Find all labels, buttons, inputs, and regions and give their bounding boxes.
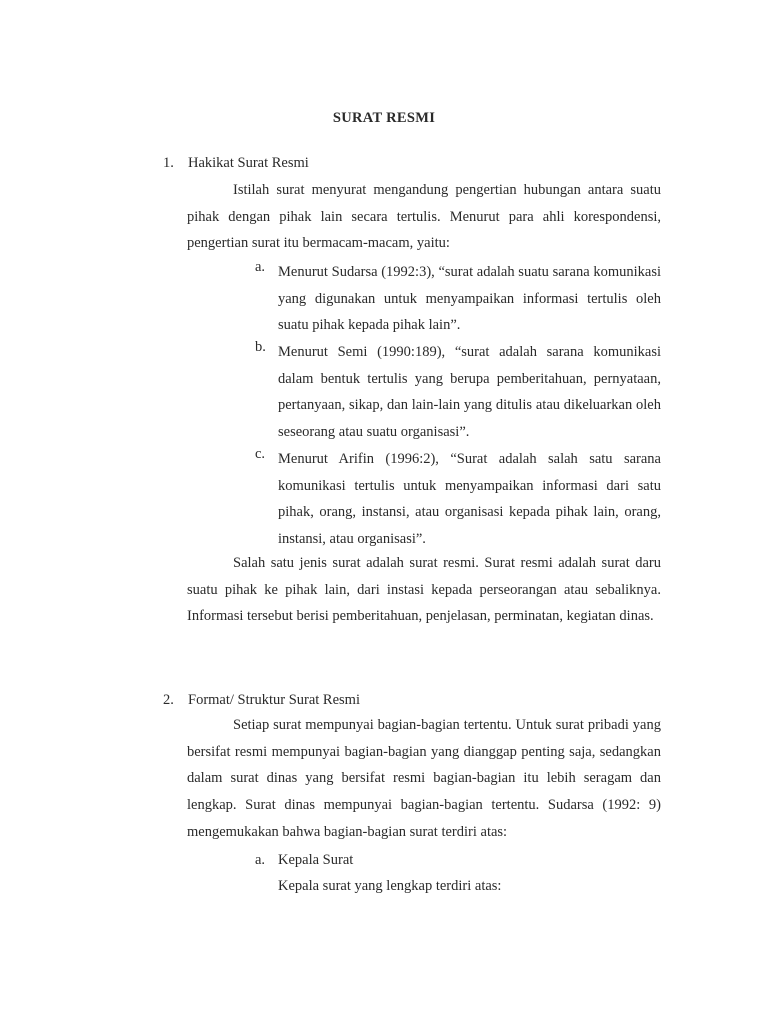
- section-title: Format/ Struktur Surat Resmi: [188, 692, 360, 708]
- section-1-closing-paragraph: Salah satu jenis surat adalah surat resmi. Surat resmi adalah surat daru suatu pihak ke pihak lain, dari instasi kepada perseorangan atau sebaliknya. Informasi tersebut berisi pemberitahuan, penjelasan, perminatan, kegiatan dinas.: [187, 555, 661, 625]
- section-title: Hakikat Surat Resmi: [188, 155, 309, 171]
- list-marker: c.: [255, 446, 266, 462]
- list-item-text: Menurut Sudarsa (1992:3), “surat adalah suatu sarana komunikasi yang digunakan untuk menyampaikan informasi tertulis oleh suatu pihak kepada pihak lain”.: [278, 264, 661, 334]
- list-item-text: Kepala Surat: [278, 852, 354, 868]
- section-number: 1.: [163, 155, 174, 171]
- section-number: 2.: [163, 692, 174, 708]
- list-marker: b.: [255, 339, 266, 355]
- list-marker: a.: [255, 259, 266, 275]
- section-1-intro-paragraph: Istilah surat menyurat mengandung pengertian hubungan antara suatu pihak dengan pihak lain secara tertulis. Menurut para ahli korespondensi, pengertian surat itu bermacam-macam, yaitu:: [187, 182, 661, 252]
- list-item-text: Menurut Semi (1990:189), “surat adalah sarana komunikasi dalam bentuk tertulis yang berupa pemberitahuan, pernyataan, pertanyaan, sikap, dan lain-lain yang ditulis atau dikeluarkan oleh seseorang atau suatu organisasi”.: [278, 344, 661, 441]
- page-title: SURAT RESMI: [332, 110, 436, 126]
- list-item-text: Menurut Arifin (1996:2), “Surat adalah salah satu sarana komunikasi tertulis untuk menyampaikan informasi dari satu pihak, orang, instansi, atau organisasi kepada pihak lain, orang, instansi, atau organisasi”.: [278, 451, 661, 548]
- sub-paragraph: Kepala surat yang lengkap terdiri atas:: [278, 878, 502, 894]
- list-marker: a.: [255, 852, 266, 868]
- section-2-intro-paragraph: Setiap surat mempunyai bagian-bagian tertentu. Untuk surat pribadi yang bersifat resmi mempunyai bagian-bagian yang dianggap penting saja, sedangkan dalam surat dinas yang bersifat resmi bagian-bagian itu lebih seragam dan lengkap. Surat dinas mempunyai bagian-bagian tertentu. Sudarsa (1992: 9) mengemukakan bahwa bagian-bagian surat terdiri atas:: [187, 717, 661, 840]
